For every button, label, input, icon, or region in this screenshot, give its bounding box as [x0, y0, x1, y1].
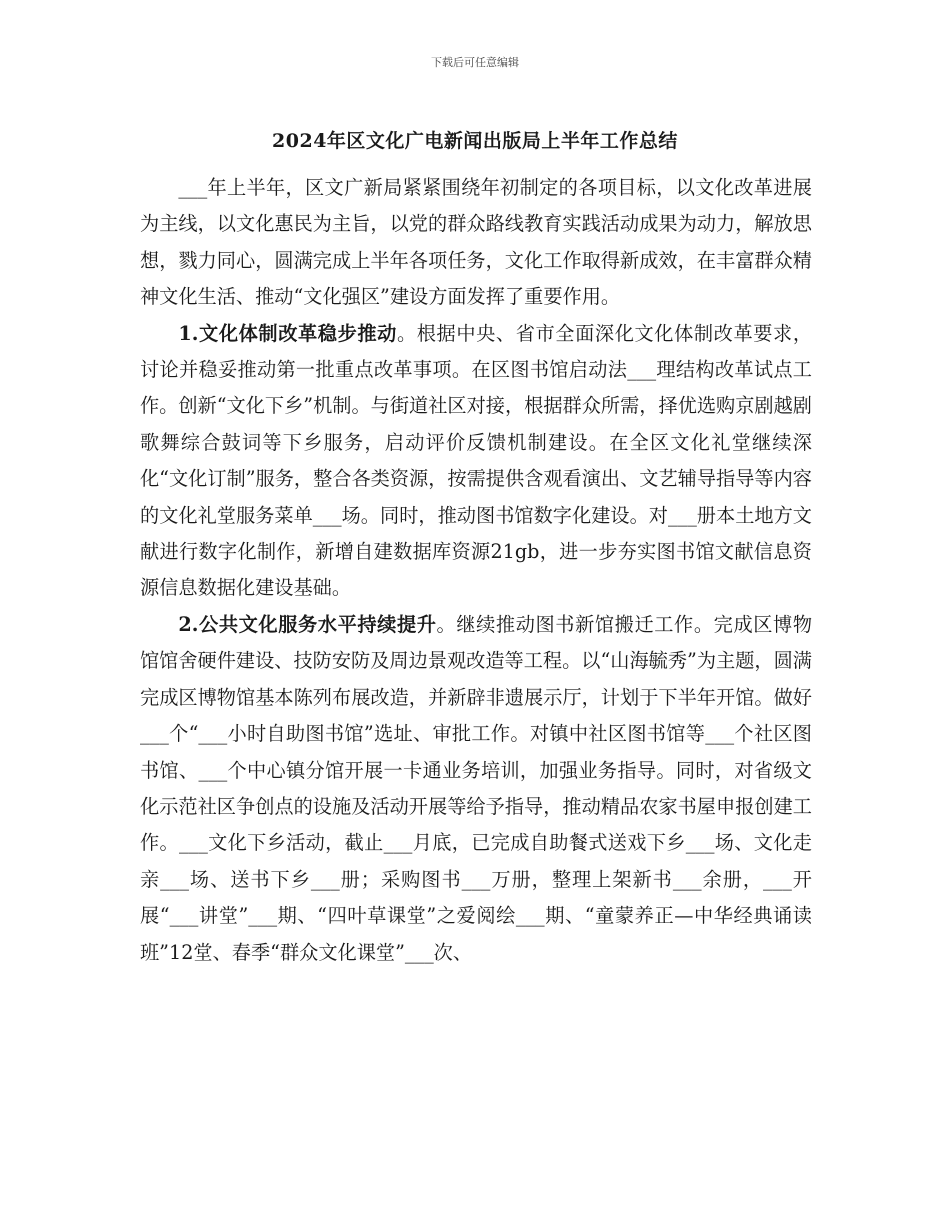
section-text-1: 。根据中央、省市全面深化文化体制改革要求，讨论并稳妥推动第一批重点改革事项。在区图书馆启动法___理结构改革试点工作。创新“文化下乡”机制。与街道社区对接，根据群众所需，择优选购京剧越剧歌舞综合鼓词等下乡服务，启动评价反馈机制建设。在全区文化礼堂继续深化“文化订制”服务，整合各类资源，按需提供含观看演出、文艺辅导指导等内容的文化礼堂服务菜单___场。同时，推动图书馆数字化建设。对___册本土地方文献进行数字化制作，新增自建数据库资源21gb，进一步夯实图书馆文献信息资源信息数据化建设基础。 [140, 321, 813, 600]
document-body [140, 170, 812, 971]
header-note: 下载后可任意编辑 [431, 56, 519, 69]
intro-paragraph: ___年上半年，区文广新局紧紧围绕年初制定的各项目标，以文化改革进展为主线，以文化惠民为主旨，以党的群众路线教育实践活动成果为动力，解放思想，戮力同心，圆满完成上半年各项任务，文化工作取得新成效，在丰富群众精神文化生活、推动“文化强区”建设方面发挥了重要作用。 [140, 176, 812, 309]
section-paragraph-1 [140, 316, 812, 607]
section-paragraph-2 [140, 607, 812, 971]
document-title: 2024年区文化广电新闻出版局上半年工作总结 [272, 130, 678, 152]
section-heading-2: 2.公共文化服务水平持续提升 [178, 612, 437, 636]
section-heading-1: 1.文化体制改革稳步推动 [178, 321, 397, 345]
section-text-2: 。继续推动图书新馆搬迁工作。完成区博物馆馆舍硬件建设、技防安防及周边景观改造等工程。以“山海毓秀”为主题，圆满完成区博物馆基本陈列布展改造，并新辟非遗展示厅，计划于下半年开馆。做好___个“___小时自助图书馆”选址、审批工作。对镇中社区图书馆等___个社区图书馆、___个中心镇分馆开展一卡通业务培训，加强业务指导。同时，对省级文化示范社区争创点的设施及活动开展等给予指导，推动精品农家书屋申报创建工作。___文化下乡活动，截止___月底，已完成自助餐式送戏下乡___场、文化走亲___场、送书下乡___册；采购图书___万册，整理上架新书___余册，___开展“___讲堂”___期、“四叶草课堂”之爱阅绘___期、“童蒙养正—中华经典诵读班”12堂、春季“群众文化课堂”___次、 [140, 612, 813, 964]
